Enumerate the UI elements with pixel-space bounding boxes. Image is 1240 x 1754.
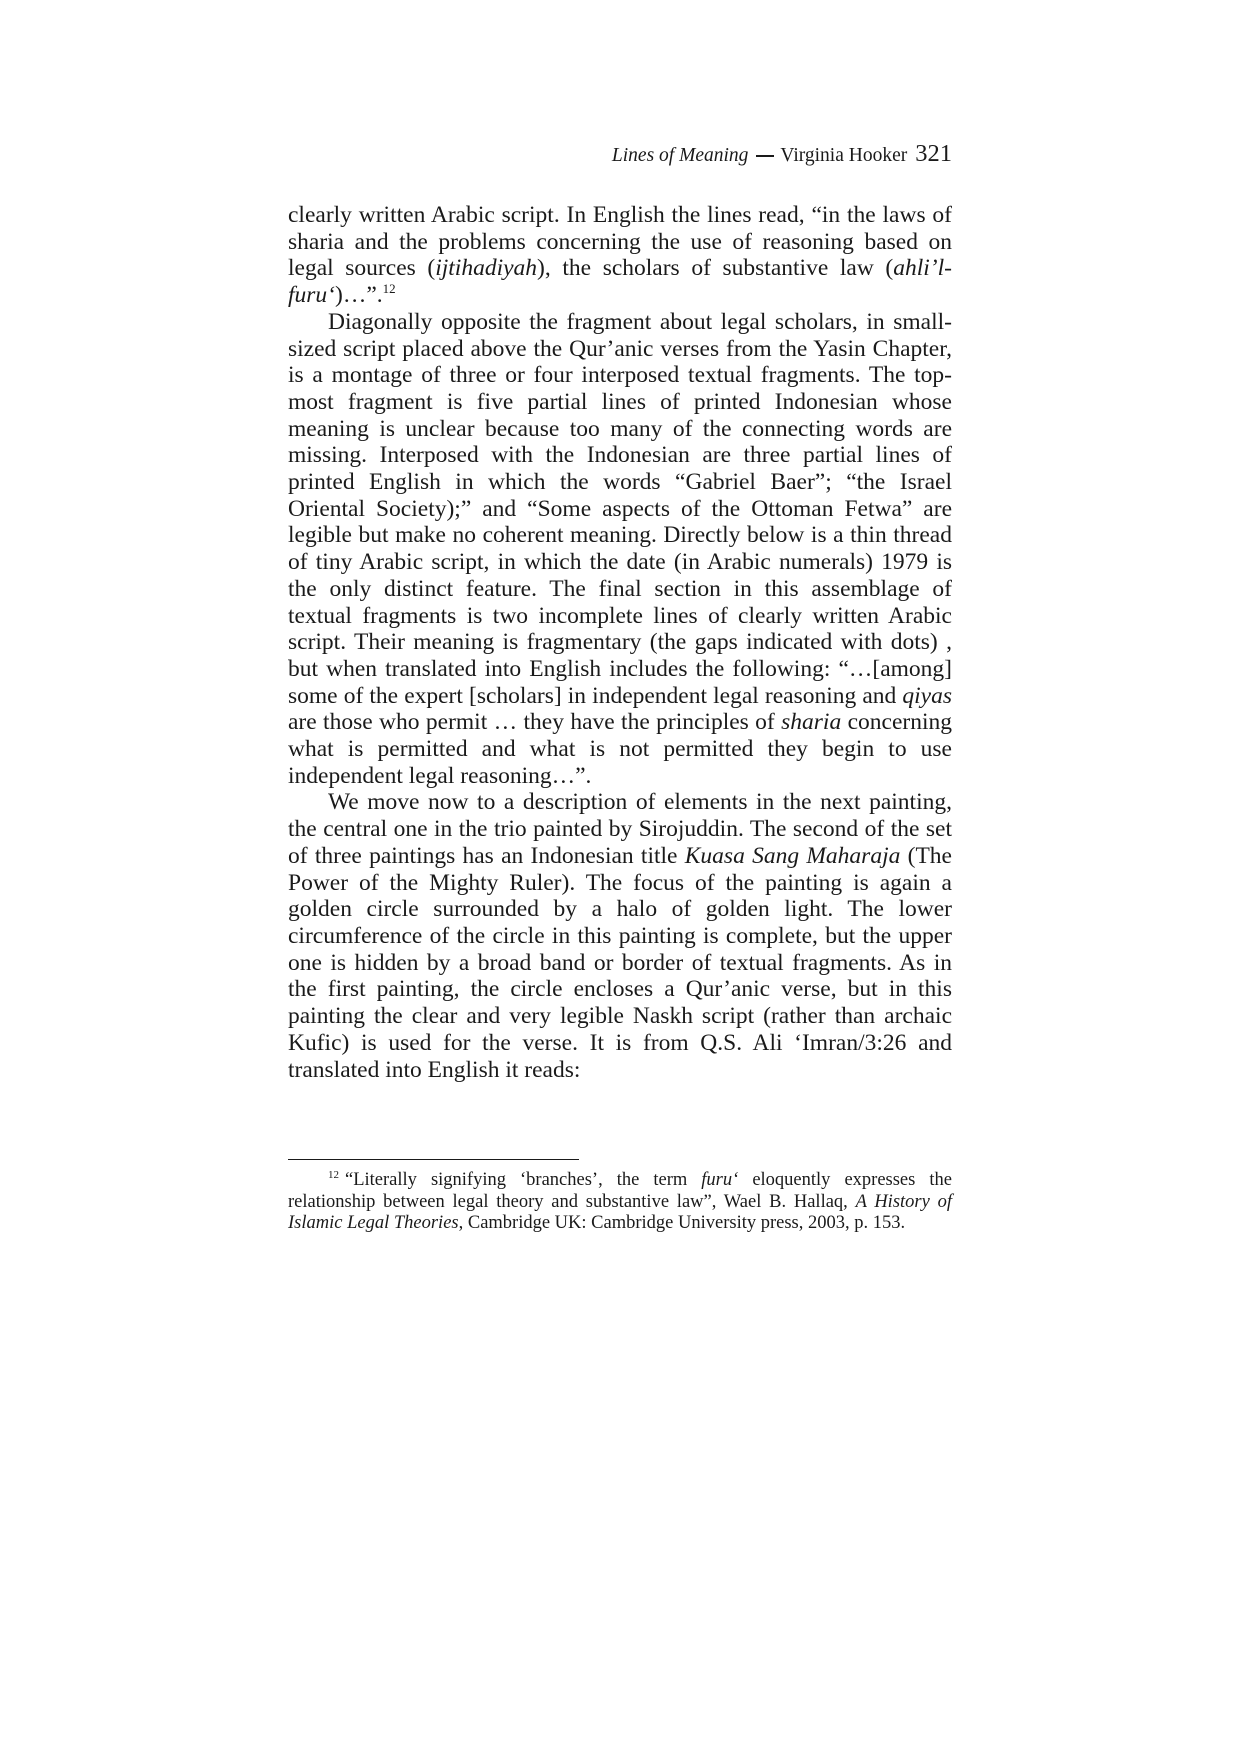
p1-italic-ahli-furu: ahli’l-furu‘ (288, 255, 952, 309)
p3-italic-title: Kuasa Sang Maharaja (684, 842, 901, 869)
paragraph-3 (288, 789, 952, 1083)
fn-text-c: eloquently expresses the relationship between legal theory and substantive law”, Wael B. Hallaq, (288, 1170, 952, 1212)
p2-italic-qiyas: qiyas (902, 682, 952, 709)
p1-text-e: )…”. (335, 282, 383, 309)
paragraph-1 (288, 202, 952, 309)
paragraph-2 (288, 309, 952, 790)
running-title: Lines of Meaning (611, 145, 749, 166)
p1-text-a: clearly written Arabic script. In English the lines read, “in the laws of sharia and the problems concerning the use of reasoning based on legal sources ( (288, 202, 952, 282)
p2-text-e: concerning what is permitted and what is not permitted they begin to use independent legal reasoning…”. (288, 709, 952, 789)
page-number: 321 (915, 140, 952, 167)
footnote-mark: 12 (328, 1168, 339, 1181)
footnote-reference[interactable]: 12 (382, 281, 396, 297)
body-text (288, 202, 952, 1083)
running-header (288, 140, 952, 170)
header-separator (756, 155, 774, 157)
running-author: Virginia Hooker (780, 145, 908, 166)
footnote (288, 1170, 952, 1235)
p2-italic-sharia: sharia (781, 709, 842, 736)
p1-text-c: ), the scholars of substantive law ( (537, 255, 894, 282)
footnote-rule (288, 1159, 579, 1160)
footnote-12 (288, 1170, 952, 1235)
p2-text-a: Diagonally opposite the fragment about legal scholars, in small-sized script placed above the Qur’anic verses from the Yasin Chapter, is a montage of three or four interposed textual fragments. The top-most fragment is five partial lines of printed Indonesian whose meaning is unclear because too many of the connecting words are missing. Interposed with the Indonesian are three partial lines of printed English in which the words “Gabriel Baer”; “the Israel Oriental Society);” and “Some aspects of the Ottoman Fetwa” are legible but make no coherent meaning. Directly below is a thin thread of tiny Arabic script, in which the date (in Arabic numerals) 1979 is the only distinct feature. The final section in this assemblage of textual fragments is two incomplete lines of clearly written Arabic script. Their meaning is fragmentary (the gaps indicated with dots) , but when translated into English includes the following: “…[among] some of the expert [scholars] in independent legal reasoning and (288, 308, 952, 709)
p2-text-c: are those who permit … they have the principles of (288, 709, 782, 736)
fn-text-e: , Cambridge UK: Cambridge University press, 2003, p. 153. (458, 1213, 906, 1233)
fn-italic-book-title: A History of Islamic Legal Theories (288, 1191, 952, 1233)
fn-text-a: “Literally signifying ‘branches’, the term (345, 1170, 702, 1190)
p3-text-c: (The Power of the Mighty Ruler). The focus of the painting is again a golden circle surrounded by a halo of golden light. The lower circumference of the circle in this painting is complete, but the upper one is hidden by a broad band or border of textual fragments. As in the first painting, the circle encloses a Qur’anic verse, but in this painting the clear and very legible Naskh script (rather than archaic Kufic) is used for the verse. It is from Q.S. Ali ‘Imran/3:26 and translated into English it reads: (288, 842, 952, 1083)
p3-text-a: We move now to a description of elements in the next painting, the central one in the trio painted by Sirojuddin. The second of the set of three paintings has an Indonesian title (288, 789, 952, 869)
p1-italic-ijtihadiyah: ijtihadiyah (435, 255, 538, 282)
fn-italic-furu: furu‘ (701, 1170, 739, 1190)
